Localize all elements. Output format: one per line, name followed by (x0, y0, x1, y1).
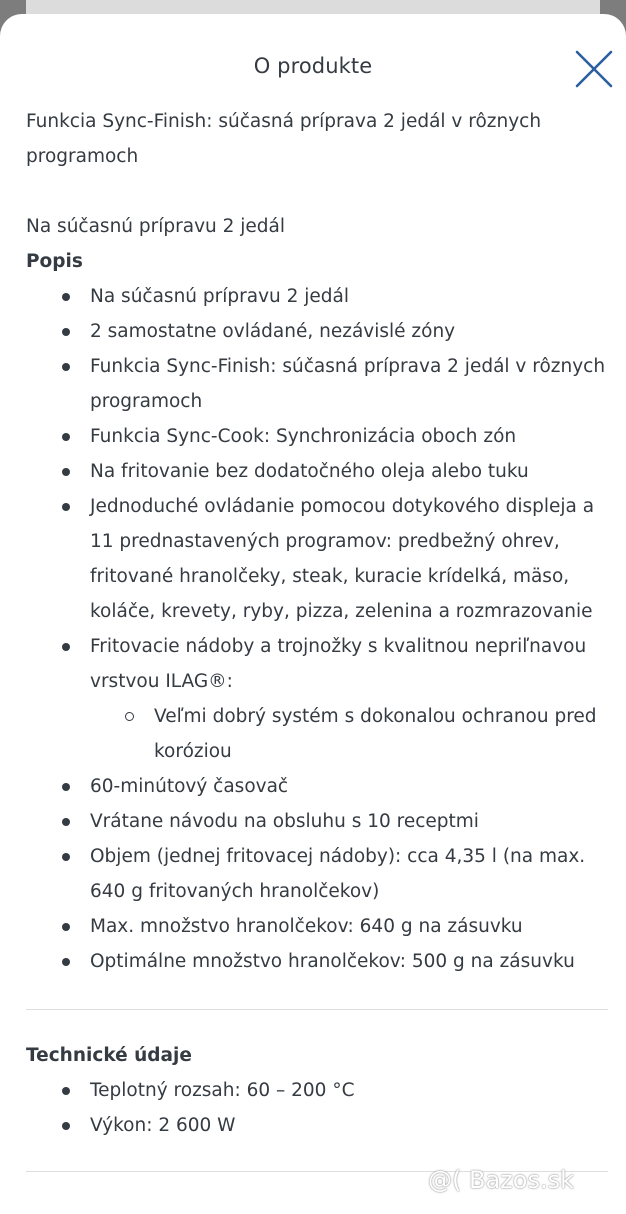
section-divider (26, 1009, 608, 1010)
bullet-icon (62, 958, 70, 966)
bullet-icon (62, 363, 70, 371)
list-item: 2 samostatne ovládané, nezávislé zóny (26, 314, 608, 349)
circle-bullet-icon (125, 712, 134, 721)
bullet-icon (62, 783, 70, 791)
list-item: Objem (jednej fritovacej nádoby): cca 4,35 l (na max. 640 g fritovaných hranolčekov) (26, 839, 608, 909)
bullet-icon (62, 1087, 70, 1095)
technical-heading: Technické údaje (26, 1045, 192, 1066)
description-list (26, 279, 608, 979)
bullet-icon (62, 923, 70, 931)
description-heading: Popis (26, 251, 83, 272)
list-item: Funkcia Sync-Cook: Synchronizácia oboch zón (26, 419, 608, 454)
sheet-title: O produkte (253, 54, 373, 78)
bullet-icon (62, 468, 70, 476)
list-item: Na fritovanie bez dodatočného oleja alebo tuku (26, 454, 608, 489)
list-item: Max. množstvo hranolčekov: 640 g na zásuvku (26, 909, 608, 944)
list-item: Na súčasnú prípravu 2 jedál (26, 279, 608, 314)
bullet-icon (62, 853, 70, 861)
close-icon (572, 48, 616, 90)
list-item: Vrátane návodu na obsluhu s 10 receptmi (26, 804, 608, 839)
bullet-icon (62, 503, 70, 511)
sub-list (90, 699, 608, 769)
bullet-icon (62, 433, 70, 441)
bullet-icon (62, 643, 70, 651)
bullet-icon (62, 328, 70, 336)
bazos-watermark: @( Bazos.sk (428, 1166, 574, 1194)
list-item: Optimálne množstvo hranolčekov: 500 g na zásuvku (26, 944, 608, 979)
intro-text: Funkcia Sync-Finish: súčasná príprava 2 jedál v rôznych programoch (26, 111, 542, 167)
intro-summary: Na súčasnú prípravu 2 jedál (26, 216, 286, 237)
bullet-icon (62, 818, 70, 826)
close-button[interactable] (572, 48, 616, 90)
technical-list (26, 1073, 608, 1143)
list-item: Fritovacie nádoby a trojnožky s kvalitnou nepriľnavou vrstvou ILAG®: Veľmi dobrý systém s dokonalou ochranou pred koróziou (26, 629, 608, 769)
list-item: Jednoduché ovládanie pomocou dotykového displeja a 11 prednastavených programov: predbežný ohrev, fritované hranolčeky, steak, kuracie krídelká, mäso, koláče, krevety, ryby, pizza, zelenina a rozmrazovanie (26, 489, 608, 629)
bullet-icon (62, 1122, 70, 1130)
list-item: 60-minútový časovač (26, 769, 608, 804)
list-item: Funkcia Sync-Finish: súčasná príprava 2 jedál v rôznych programoch (26, 349, 608, 419)
list-item: Výkon: 2 600 W (26, 1108, 608, 1143)
list-item: Teplotný rozsah: 60 – 200 °C (26, 1073, 608, 1108)
sub-list-item: Veľmi dobrý systém s dokonalou ochranou pred koróziou (90, 699, 608, 769)
bullet-icon (62, 293, 70, 301)
product-description (26, 104, 608, 1172)
